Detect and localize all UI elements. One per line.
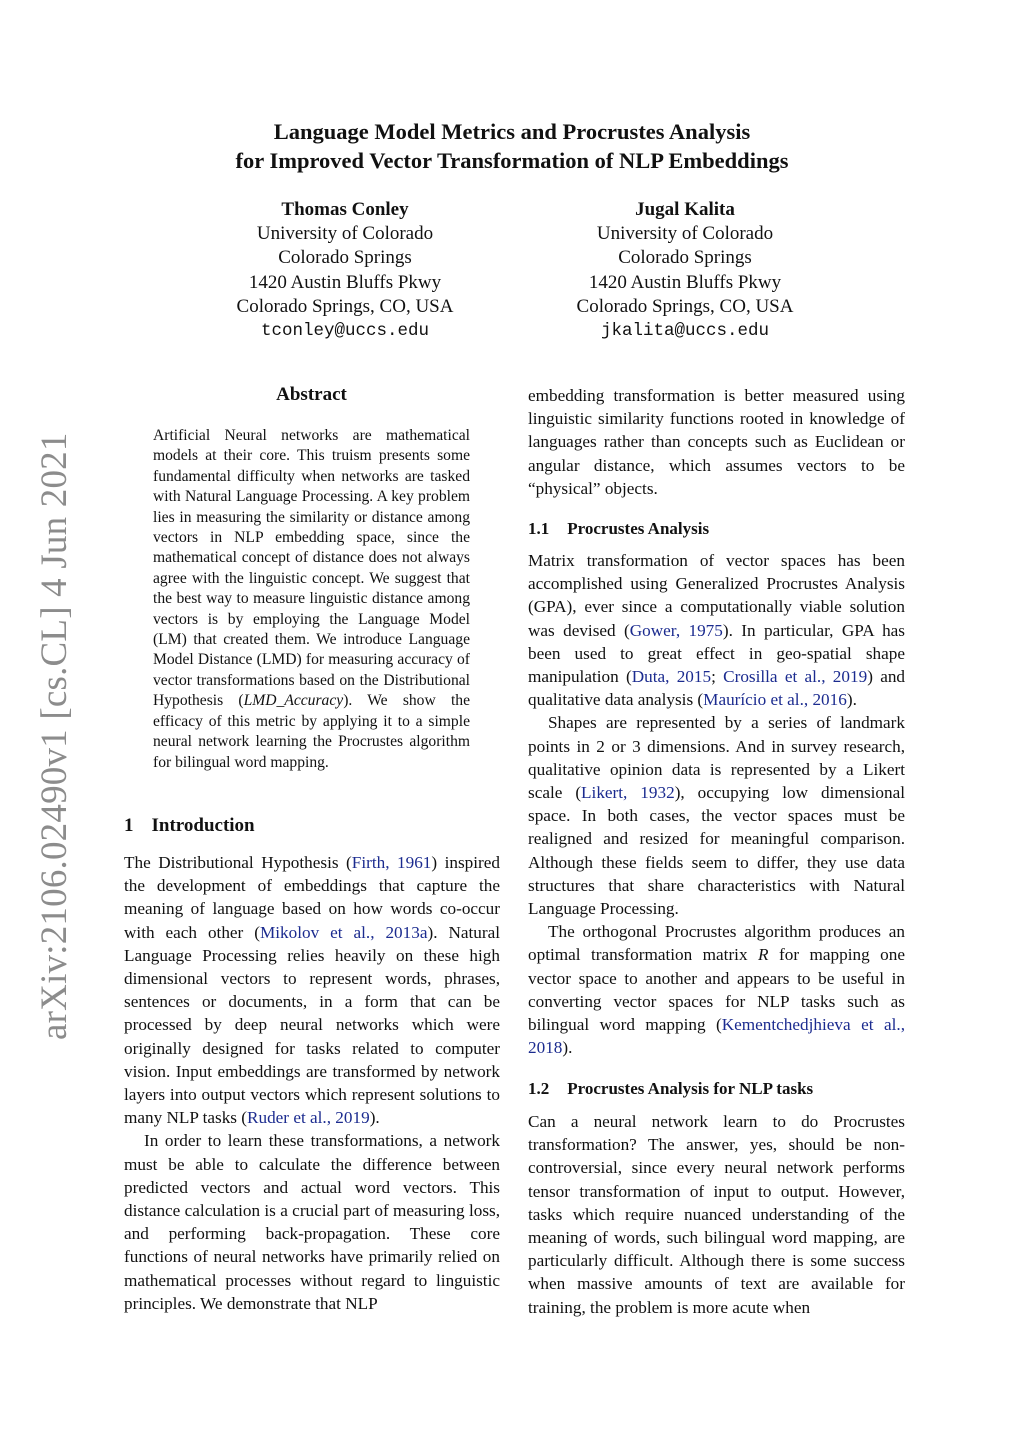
section-title: Introduction xyxy=(151,815,255,836)
abstract-heading: Abstract xyxy=(276,384,347,405)
intro-paragraph-2-continued: embedding transformation is better measured using linguistic similarity functions rooted in knowledge of languages rather than concepts such as Euclidean or angular distance, which assumes vectors to be “physical” objects. xyxy=(528,386,905,498)
text-run: Matrix transformation of vector spaces has been accomplished using Generalized Procrustes Analysis (GPA), ever since a computationally viable solution was devised ( xyxy=(528,551,905,640)
subsection-number: 1.1 xyxy=(528,519,550,538)
intro-paragraph-1 xyxy=(124,851,500,1129)
author-city: Colorado Springs, CO, USA xyxy=(236,295,454,317)
text-run: ). xyxy=(369,1108,380,1128)
author-affiliation: University of Colorado xyxy=(596,223,774,245)
author-address: 1420 Austin Bluffs Pkwy xyxy=(588,271,782,293)
text-run: ; xyxy=(711,667,724,687)
text-run: ) and qualitative data analysis ( xyxy=(528,667,906,710)
abstract-metric-name: LMD_Accuracy xyxy=(243,692,344,710)
s11-paragraph-1 xyxy=(528,549,905,711)
subsection-title: Procrustes Analysis xyxy=(567,519,710,538)
s12-paragraph-1: Can a neural network learn to do Procrustes transformation? The answer, yes, should be non-controversial, since every neural network performs tensor transformation of input to output. However, tasks which require nuanced understanding of the meaning of words, such bilingual word mapping, are particularly difficult. Although there is some success when massive amounts of text are available for training, the problem is more acute when xyxy=(528,1112,905,1317)
author-city: Colorado Springs, CO, USA xyxy=(576,295,794,317)
procrustes-analysis-body xyxy=(528,549,905,1059)
author-address: 1420 Austin Bluffs Pkwy xyxy=(248,271,442,293)
s11-paragraph-3 xyxy=(528,920,905,1059)
title-line-1: Language Model Metrics and Procrustes Analysis xyxy=(273,119,751,144)
citation-link[interactable]: Mikolov et al., 2013a xyxy=(259,922,428,942)
text-run: for mapping one vector space to another and appears to be useful in converting vector spaces for NLP tasks such as bilingual word mapping ( xyxy=(528,945,905,1035)
section-number: 1 xyxy=(124,815,134,836)
text-run: ). Natural Language Processing relies heavily on these high dimensional vectors to represent words, phrases, sentences or documents, in a form that can be processed by deep neural networks which were originally designed for tasks related to computer vision. Input embeddings are transformed by network layers into output vectors which represent solutions to many NLP tasks ( xyxy=(124,922,500,1128)
introduction-continued xyxy=(528,384,905,500)
citation-link[interactable]: Maurício et al., 2016 xyxy=(703,690,847,710)
text-run: ), occupying low dimensional space. In both cases, the vector spaces must be realigned and resized for meaningful comparison. Although these fields seem to differ, they use data structures that share characteristics with Natural Language Processing. xyxy=(528,783,905,919)
subsection-heading-procrustes-nlp xyxy=(528,1078,813,1100)
intro-paragraph-2: In order to learn these transformations, a network must be able to calculate the difference between predicted vectors and actual word vectors. This distance calculation is a crucial part of measuring loss, and performing back-propagation. These core functions of neural networks have primarily relied on mathematical processes without regard to linguistic principles. We demonstrate that NLP xyxy=(124,1131,500,1313)
procrustes-nlp-body xyxy=(528,1110,905,1319)
author-block-2 xyxy=(525,198,845,343)
subsection-heading-procrustes-analysis xyxy=(528,518,709,540)
citation-link[interactable]: Gower, 1975 xyxy=(629,620,723,640)
paper-title xyxy=(112,117,912,175)
text-run: The orthogonal Procrustes algorithm produces an optimal transformation matrix xyxy=(528,922,905,965)
author-affiliation-campus: Colorado Springs xyxy=(278,247,412,269)
citation-link[interactable]: Crosilla et al., 2019 xyxy=(723,667,868,687)
subsection-number: 1.2 xyxy=(528,1079,550,1098)
s11-paragraph-2 xyxy=(528,711,905,920)
title-line-2: for Improved Vector Transformation of NLP Embeddings xyxy=(235,148,789,173)
author-email: jkalita@uccs.edu xyxy=(600,321,770,342)
author-name: Jugal Kalita xyxy=(635,199,735,220)
citation-link[interactable]: Likert, 1932 xyxy=(581,783,675,803)
text-run: ). xyxy=(562,1038,573,1058)
text-run: ) inspired the development of embeddings that capture the meaning of language based on how words co-occur with each other ( xyxy=(124,853,500,942)
abstract-text-end: ). We show the efficacy of this metric by applying it to a simple neural network learning the Procrustes algorithm for bilingual word mapping. xyxy=(153,692,471,771)
introduction-body xyxy=(124,851,500,1315)
text-run: The Distributional Hypothesis ( xyxy=(124,853,352,872)
author-name: Thomas Conley xyxy=(281,199,409,220)
citation-link[interactable]: Firth, 1961 xyxy=(351,853,432,872)
text-run: ). In particular, GPA has been used to great effect in geo-spatial shape manipulation ( xyxy=(528,620,905,687)
matrix-symbol: R xyxy=(758,945,769,965)
citation-link[interactable]: Kementchedjhieva et al., 2018 xyxy=(528,1015,905,1058)
citation-link[interactable]: Duta, 2015 xyxy=(631,667,712,687)
text-run: Shapes are represented by a series of landmark points in 2 or 3 dimensions. And in survey research, qualitative opinion data is represented by a Likert scale ( xyxy=(528,713,905,803)
abstract-text: Artificial Neural networks are mathematical models at their core. This truism presents some fundamental difficulty when networks are tasked with Natural Language Processing. A key problem lies in measuring the similarity or distance among vectors in NLP embedding space, since the mathematical concept of distance does not always agree with the linguistic concept. We suggest that the best way to measure linguistic distance among vectors is by employing the Language Model (LM) that created them. We introduce Language Model Distance (LMD) for measuring accuracy of vector transformations based on the Distributional Hypothesis ( xyxy=(153,427,470,710)
abstract-body xyxy=(153,426,470,773)
subsection-title: Procrustes Analysis for NLP tasks xyxy=(567,1079,814,1098)
citation-link[interactable]: Ruder et al., 2019 xyxy=(247,1108,370,1128)
section-heading-introduction xyxy=(124,814,255,838)
author-email: tconley@uccs.edu xyxy=(260,321,430,342)
text-run: ). xyxy=(846,690,857,710)
author-block-1 xyxy=(185,198,505,343)
author-affiliation: University of Colorado xyxy=(256,223,434,245)
arxiv-identifier-stamp: arXiv:2106.02490v1 [cs.CL] 4 Jun 2021 xyxy=(34,432,75,1040)
author-affiliation-campus: Colorado Springs xyxy=(618,247,752,269)
